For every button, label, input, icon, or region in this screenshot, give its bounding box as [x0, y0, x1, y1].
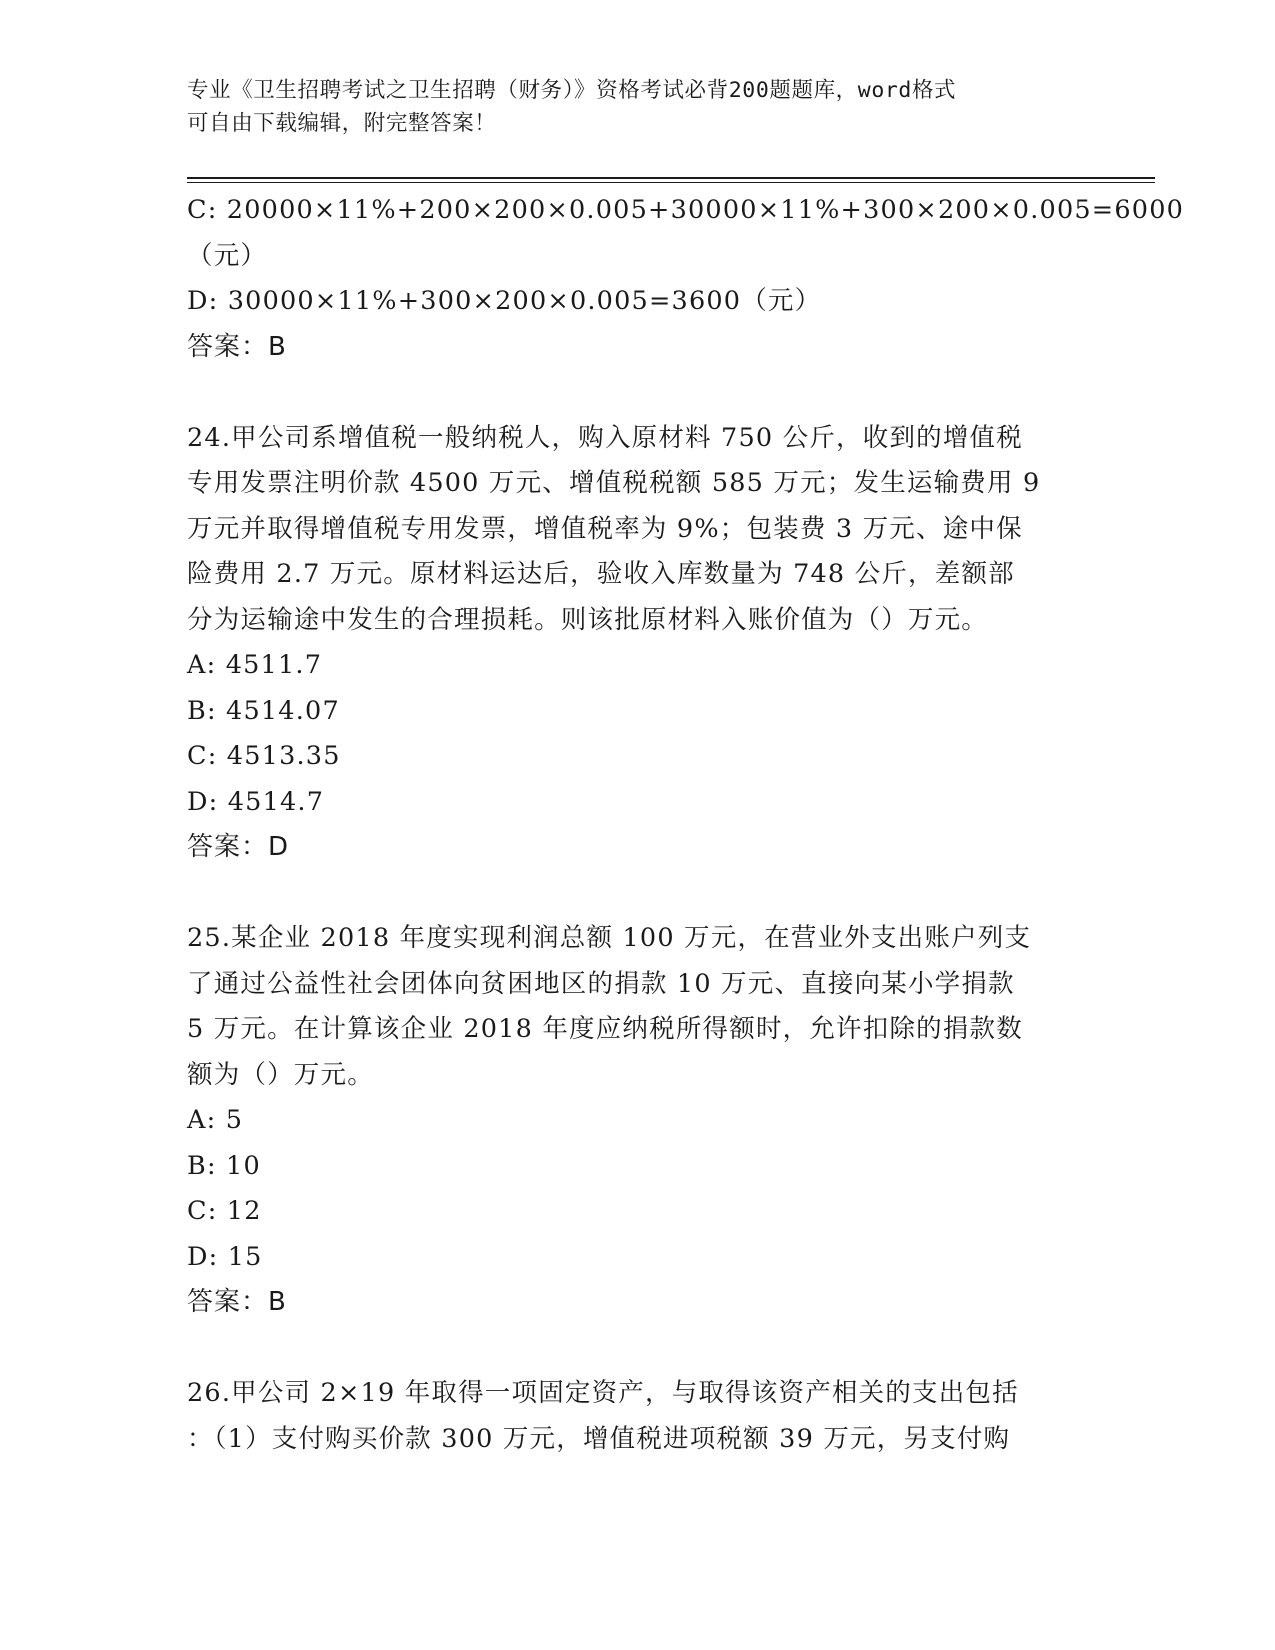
question-stem-line: 5 万元。在计算该企业 2018 年度应纳税所得额时，允许扣除的捐款数	[187, 1014, 1023, 1044]
option-d: D: 15	[187, 1241, 263, 1272]
option-d: D: 4514.7	[187, 786, 325, 817]
question-stem-line: ：（1）支付购买价款 300 万元，增值税进项税额 39 万元，另支付购	[187, 1423, 1011, 1454]
question-stem-line: 万元并取得增值税专用发票，增值税率为 9%；包装费 3 万元、途中保	[187, 513, 1023, 544]
question-stem-line: 26.甲公司 2×19 年取得一项固定资产，与取得该资产相关的支出包括	[187, 1378, 1019, 1408]
answer-line: 答案：B	[187, 331, 287, 362]
question-stem-line: 24.甲公司系增值税一般纳税人，购入原材料 750 公斤，收到的增值税	[187, 422, 1023, 453]
question-25	[187, 916, 1087, 1326]
header-line-1: 专业《卫生招聘考试之卫生招聘（财务）》资格考试必背200题题库，word格式	[187, 78, 957, 103]
option-b: B: 10	[187, 1150, 261, 1181]
option-d: D: 30000×11%+300×200×0.005=3600（元）	[187, 286, 822, 316]
header-line-2: 可自由下载编辑，附完整答案！	[187, 111, 497, 136]
answer-line: 答案：D	[187, 832, 290, 862]
question-stem-line: 额为（）万元。	[187, 1059, 374, 1090]
option-c-continued: （元）	[187, 240, 268, 271]
answer-line: 答案：B	[187, 1287, 287, 1317]
header-divider-thick	[187, 177, 1155, 179]
question-26	[187, 1371, 1087, 1462]
spacer	[187, 370, 1087, 416]
question-24	[187, 416, 1087, 871]
question-stem-line: 分为运输途中发生的合理损耗。则该批原材料入账价值为（）万元。	[187, 604, 989, 635]
question-stem-line: 险费用 2.7 万元。原材料运达后，验收入库数量为 748 公斤，差额部	[187, 559, 1015, 589]
spacer	[187, 1326, 1087, 1372]
question-23-tail	[187, 188, 1185, 370]
option-a: A: 5	[187, 1105, 244, 1135]
question-stem-line: 专用发票注明价款 4500 万元、增值税税额 585 万元；发生运输费用 9	[187, 468, 1041, 498]
question-stem-line: 了通过公益性社会团体向贫困地区的捐款 10 万元、直接向某小学捐款	[187, 968, 1015, 999]
spacer	[187, 871, 1087, 917]
header-divider-thin	[187, 182, 1155, 183]
question-stem-line: 25.某企业 2018 年度实现利润总额 100 万元，在营业外支出账户列支	[187, 923, 1032, 953]
document-body	[187, 188, 1185, 1462]
option-b: B: 4514.07	[187, 695, 340, 726]
option-c: C: 12	[187, 1196, 262, 1226]
document-header	[187, 74, 1067, 140]
option-a: A: 4511.7	[187, 650, 323, 680]
option-c: C: 4513.35	[187, 741, 341, 771]
option-c: C: 20000×11%+200×200×0.005+30000×11%+300×200×0.005=6000	[187, 195, 1185, 225]
